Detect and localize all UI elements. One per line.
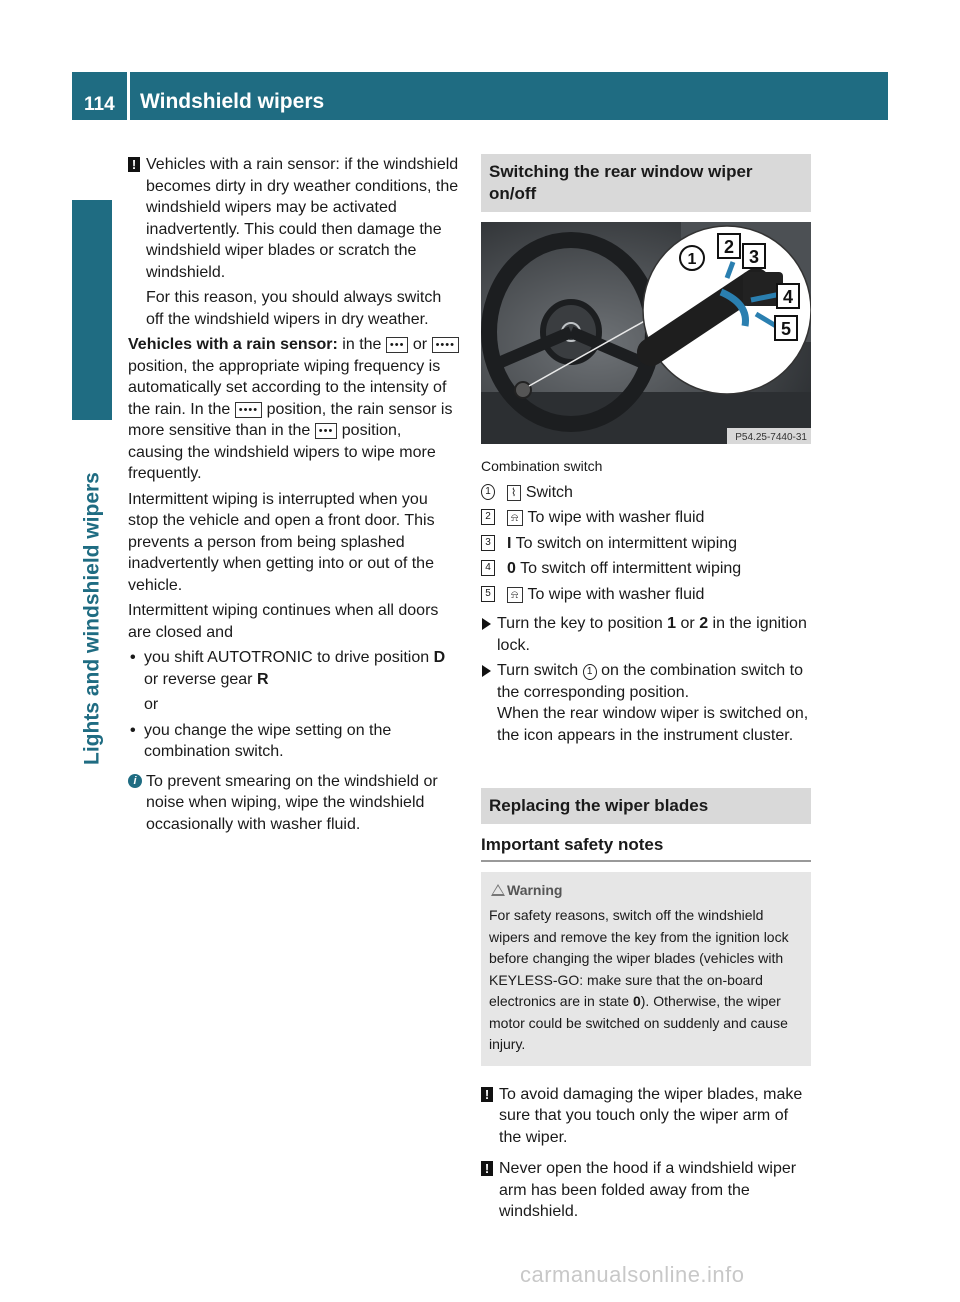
photo-callout-4: 4: [782, 287, 794, 307]
washer-fluid-icon: ⍾: [507, 587, 523, 603]
bullet-icon: •: [130, 721, 136, 739]
rain-sensor-lead: Vehicles with a rain sensor:: [128, 336, 338, 353]
text-run: you change the wipe setting on the combination switch.: [144, 721, 392, 760]
position-number: 1: [667, 615, 677, 632]
legend-item: [481, 482, 811, 504]
side-tab-label: Lights and windshield wipers: [80, 472, 104, 765]
or-text: or: [144, 696, 159, 713]
bullet-icon: •: [130, 649, 136, 666]
step-result: When the rear window wiper is switched on, the icon appears in the instrument cluster.: [497, 705, 809, 744]
text-run: For safety reasons, switch off the windshield wipers and remove the key from the ignition lock before changing the wiper blades (vehicles with KEYLESS-GO: make sure that the on-board electronics are in state: [489, 907, 789, 1009]
text-run: in the ignition lock.: [497, 615, 807, 654]
watermark: carmanualsonline.info: [520, 1262, 745, 1287]
step-arrow-icon: [482, 665, 491, 677]
warning-box: [481, 872, 811, 1066]
step-item: [481, 660, 811, 746]
legend-item: [481, 584, 811, 606]
wiper-level3-icon: •••: [315, 423, 338, 439]
photo-caption: Combination switch: [481, 458, 603, 474]
wiper-level4-icon: ••••: [432, 337, 459, 353]
warning-title-text: Warning: [507, 881, 563, 898]
page-title: Windshield wipers: [140, 90, 325, 113]
legend-text: To switch on intermittent wiping: [511, 534, 738, 552]
warning-triangle-icon: [491, 884, 505, 896]
notice-rain-sensor: [128, 154, 460, 330]
step-item: [481, 613, 811, 656]
exclamation-icon: !: [481, 1087, 493, 1102]
callout-number: 1: [481, 484, 495, 500]
legend-text: Switch: [521, 483, 573, 501]
warning-text: [489, 905, 803, 1056]
gear-r: R: [256, 670, 269, 688]
state-value: 0: [632, 993, 641, 1009]
text-run: you shift AUTOTRONIC to drive position: [144, 649, 434, 666]
callout-number: 3: [481, 535, 495, 551]
callout-number: 5: [481, 586, 495, 602]
legend-item: [481, 507, 811, 529]
left-column: [128, 154, 460, 835]
photo-code: P54.25-7440-31: [735, 432, 807, 443]
text-run: or: [408, 336, 432, 353]
wiper-level3-icon: •••: [386, 337, 409, 353]
page-header: [72, 72, 888, 120]
info-text: To prevent smearing on the windshield or noise when wiping, wipe the windshield occasionally with washer fluid.: [146, 772, 438, 833]
notice-followup: For this reason, you should always switch off the windshield wipers in dry weather.: [146, 289, 442, 328]
photo-callout-2: 2: [723, 237, 735, 257]
text-run: Turn switch: [497, 662, 583, 679]
page-number: 114: [84, 94, 115, 115]
washer-fluid-icon: ⍾: [507, 510, 523, 526]
position-number: 2: [699, 615, 709, 632]
step-arrow-icon: [482, 618, 491, 630]
paragraph-interrupt: Intermittent wiping is interrupted when you stop the vehicle and open a front door. This prevents a person from being splashed inadvertently when getting into or out of the vehicle.: [128, 490, 435, 594]
position-label: 0: [507, 560, 516, 577]
section-heading-rear-wiper: Switching the rear window wiper on/off: [481, 154, 811, 212]
paragraph-continue: Intermittent wiping continues when all doors are closed and: [128, 602, 439, 641]
side-tab-block: [72, 200, 112, 420]
notice-text: Vehicles with a rain sensor: if the windshield becomes dirty in dry weather conditions, the windshield wipers may be activated inadvertently. This could then damage the windshield wiper blades or scratch the windshield.: [146, 156, 459, 281]
subheading-safety-notes: Important safety notes: [481, 834, 811, 862]
photo-illustration: [481, 222, 811, 444]
text-run: in the: [337, 336, 386, 353]
legend-text: To wipe with washer fluid: [523, 509, 705, 526]
photo-callout-5: 5: [780, 319, 792, 339]
text-run: position, the rain sensor is more sensitive than in the: [128, 400, 453, 439]
legend-text: To switch off intermittent wiping: [515, 560, 742, 577]
text-run: ). Otherwise, the wiper motor could be switched on suddenly and cause injury.: [489, 993, 788, 1052]
legend-item: [481, 558, 811, 580]
callout-number: 4: [481, 560, 495, 576]
list-item: [128, 720, 460, 763]
header-divider: [127, 72, 130, 120]
text-run: or reverse gear: [144, 670, 257, 688]
wiper-level4-icon: ••••: [235, 402, 262, 418]
text-run: position, the appropriate wiping frequency is automatically set according to the intensity of the rain. In the: [128, 357, 447, 418]
rear-wiper-switch-icon: ⌇: [507, 485, 521, 501]
position-label: I: [507, 534, 512, 552]
callout-number: 1: [583, 664, 597, 680]
legend-item: [481, 533, 811, 555]
notice-text: To avoid damaging the wiper blades, make sure that you touch only the wiper arm of the wiper.: [499, 1085, 803, 1146]
notice-wiper-blades: [481, 1084, 811, 1149]
text-run: position, causing the windshield wipers to wipe more frequently.: [128, 422, 436, 482]
photo-callout-1: 1: [687, 251, 697, 268]
combination-switch-photo: [481, 222, 811, 444]
exclamation-icon: !: [128, 157, 140, 172]
section-heading-wiper-blades: Replacing the wiper blades: [481, 788, 811, 824]
info-icon: i: [128, 774, 142, 788]
list-item: [128, 647, 460, 690]
text-run: Turn the key to position: [497, 615, 668, 632]
notice-hood: [481, 1158, 811, 1223]
text-run: or: [676, 615, 700, 632]
notice-text: Never open the hood if a windshield wiper arm has been folded away from the windshield.: [499, 1160, 797, 1220]
warning-title: [489, 880, 803, 902]
text-run: on the combination switch to the corresponding position.: [497, 662, 803, 701]
right-column: [481, 154, 811, 1227]
rain-sensor-paragraph: [128, 334, 460, 485]
gear-d: D: [433, 649, 446, 666]
callout-number: 2: [481, 509, 495, 525]
legend-text: To wipe with washer fluid: [523, 585, 705, 603]
photo-callout-3: 3: [748, 247, 760, 267]
info-note: [128, 771, 460, 836]
exclamation-icon: !: [481, 1161, 493, 1176]
